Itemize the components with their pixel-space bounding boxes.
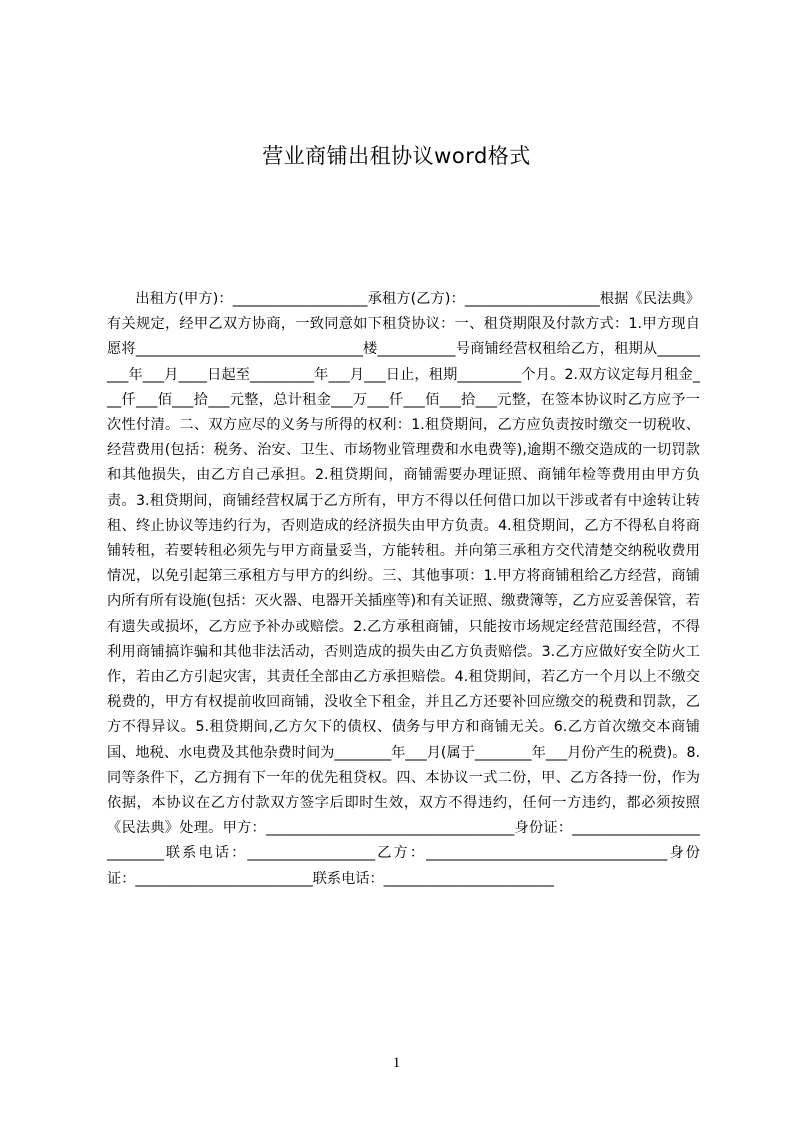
document-title: 营业商铺出租协议word格式 — [262, 144, 531, 168]
agreement-body-paragraph: 出租方(甲方)：___________________承租方(乙方)：___________________根据《民法典》有关规定，经甲乙双方协商，一致同意如下租贷协议：一、租贷期限及付款方式：1.甲方现自愿将________________________________楼___________号商铺经营权租给乙方，租期从_________年___月____日起至_________年___月___日止，租期_________个月。2.双方议定每月租金___仟___佰___拾___元整，总计租金___万___仟___佰___拾___元整，在签本协议时乙方应予一次性付清。二、双方应尽的义务与所得的权利：1.租贷期间，乙方应负责按时缴交一切税收、经营费用(包括：税务、治安、卫生、市场物业管理费和水电费等),逾期不缴交造成的一切罚款和其他损失，由乙方自己承担。2.租贷期间，商铺需要办理证照、商铺年检等费用由甲方负责。3.租贷期间，商铺经营权属于乙方所有，甲方不得以任何借口加以干涉或者有中途转让转租、终止协议等违约行为，否则造成的经济损失由甲方负责。4.租贷期间，乙方不得私自将商铺转租，若要转租必须先与甲方商量妥当，方能转租。并向第三承租方交代清楚交纳税收费用情况，以免引起第三承租方与甲方的纠纷。三、其他事项：1.甲方将商铺租给乙方经营，商铺内所有所有设施(包括：灭火器、电器开关插座等)和有关证照、缴费簿等，乙方应妥善保管，若有遗失或损坏，乙方应予补办或赔偿。2.乙方承租商铺，只能按市场规定经营范围经营，不得利用商铺搞诈骗和其他非法活动，否则造成的损失由乙方负责赔偿。3.乙方应做好安全防火工作，若由乙方引起灾害，其责任全部由乙方承担赔偿。4.租贷期间，若乙方一个月以上不缴交税费的，甲方有权提前收回商铺，没收全下租金，并且乙方还要补回应缴交的税费和罚款，乙方不得异议。5.租贷期间,乙方欠下的债权、债务与甲方和商铺无关。6.乙方首次缴交本商铺国、地税、水电费及其他杂费时间为________年___月(属于________年___月份产生的税费)。8.同等条件下，乙方拥有下一年的优先租贷权。四、本协议一式二份，甲、乙方各持一份，作为依据，本协议在乙方付款双方签字后即时生效，双方不得违约，任何一方违约，都必须按照《民法典》处理。甲方：___________________________________身份证：__________________________联系电话：__________________乙方：__________________________________身份证：_________________________联系电话：________________________ — [107, 291, 700, 887]
page-number: 1 — [392, 1055, 401, 1071]
